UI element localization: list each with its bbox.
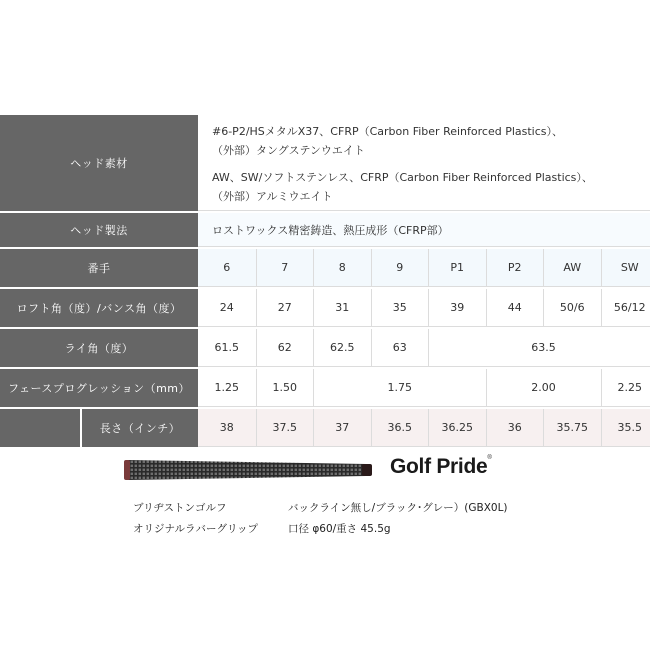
lie-cell: 61.5 <box>214 341 239 354</box>
header-length-label: 長さ（インチ） <box>80 409 198 447</box>
length-cell: 38 <box>219 421 234 434</box>
length-cell: 35.75 <box>543 409 601 446</box>
row-head-material <box>0 115 650 213</box>
face-cell: 1.75 <box>313 369 486 406</box>
club-number-cell: 6 <box>223 261 231 274</box>
club-number-cell: 7 <box>256 249 314 286</box>
loft-cell: 27 <box>256 289 314 326</box>
material-line: （外部）アルミウエイト <box>212 189 333 203</box>
lie-cell: 63.5 <box>428 329 650 366</box>
length-cell: 36.25 <box>428 409 486 446</box>
row-head-method <box>0 213 650 249</box>
header-head-material: ヘッド素材 <box>0 115 198 211</box>
length-cell: 37 <box>313 409 371 446</box>
loft-cell: 50/6 <box>543 289 601 326</box>
lie-cell: 62.5 <box>313 329 371 366</box>
golf-pride-logo: Golf Pride® <box>390 455 492 478</box>
club-number-cell: SW <box>601 249 650 286</box>
material-line: #6-P2/HSメタルX37、CFRP（Carbon Fiber Reinforced Plastics）、 <box>212 124 564 138</box>
grip-maker-line1: ブリヂストンゴルフ <box>133 502 227 514</box>
row-loft-bounce <box>0 289 650 329</box>
club-number-cell: P1 <box>428 249 486 286</box>
row-club-number <box>0 249 650 289</box>
loft-cell: 56/12 <box>601 289 650 326</box>
loft-cell: 44 <box>486 289 544 326</box>
row-length <box>0 409 650 449</box>
material-line: （外部）タングステンウエイト <box>212 143 365 157</box>
face-cell: 2.25 <box>601 369 650 406</box>
loft-cell: 31 <box>313 289 371 326</box>
length-cell: 36 <box>486 409 544 446</box>
club-number-cell: 9 <box>371 249 429 286</box>
lie-cell: 62 <box>256 329 314 366</box>
lie-cell: 63 <box>371 329 429 366</box>
spec-table <box>0 115 650 449</box>
length-cell: 35.5 <box>601 409 650 446</box>
club-number-cell: P2 <box>486 249 544 286</box>
header-loft-bounce: ロフト角（度）/バンス角（度） <box>0 289 198 327</box>
header-club-number: 番手 <box>0 249 198 287</box>
length-cell: 36.5 <box>371 409 429 446</box>
length-cell: 37.5 <box>256 409 314 446</box>
club-number-cell: 8 <box>313 249 371 286</box>
loft-cell: 35 <box>371 289 429 326</box>
row-face-progression <box>0 369 650 409</box>
face-cell: 1.25 <box>214 381 239 394</box>
value-head-material <box>198 115 650 211</box>
club-number-cell: AW <box>543 249 601 286</box>
face-cell: 2.00 <box>486 369 601 406</box>
value-head-method: ロストワックス精密鋳造、熱圧成形（CFRP部） <box>198 213 650 247</box>
header-head-method: ヘッド製法 <box>0 213 198 247</box>
grip-maker-line2: オリジナルラバーグリップ <box>133 523 259 535</box>
header-length <box>0 409 198 447</box>
face-cell: 1.50 <box>256 369 314 406</box>
loft-cell: 39 <box>428 289 486 326</box>
header-lie-angle: ライ角（度） <box>0 329 198 367</box>
grip-spec-line2: 口径 φ60/重さ 45.5g <box>288 523 391 535</box>
material-line: AW、SW/ソフトステンレス、CFRP（Carbon Fiber Reinforced Plastics）、 <box>212 170 593 184</box>
grip-spec-line1: バックライン無し/ブラック･グレー）(GBX0L) <box>288 502 508 514</box>
grip-image <box>122 456 374 484</box>
loft-cell: 24 <box>219 301 234 314</box>
row-lie-angle <box>0 329 650 369</box>
header-face-progression: フェースプログレッション（mm） <box>0 369 198 407</box>
